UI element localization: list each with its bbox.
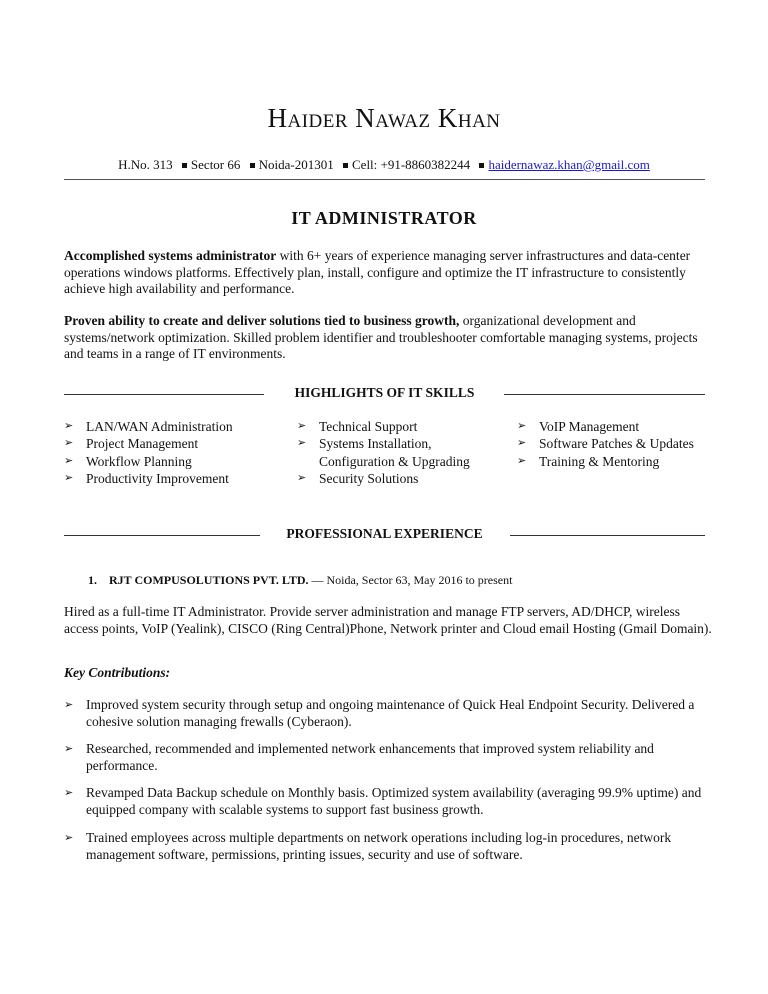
email-link[interactable]: haidernawaz.khan@gmail.com xyxy=(488,157,650,172)
skills-column-1 xyxy=(64,418,274,487)
skill-label: Technical Support xyxy=(319,419,418,434)
divider xyxy=(504,394,705,395)
skill-item xyxy=(517,453,717,470)
phone: Cell: +91-8860382244 xyxy=(352,157,471,172)
skill-item xyxy=(64,453,274,470)
address: H.No. 313 xyxy=(118,157,173,172)
skills-column-2 xyxy=(297,418,487,487)
contribution-text: Improved system security through setup and ongoing maintenance of Quick Heal Endpoint Security. Delivered a cohesive solution managing frewalls (Cyberaon). xyxy=(86,697,695,729)
summary-paragraph-1 xyxy=(64,248,714,298)
contribution-item xyxy=(64,830,714,863)
bullet-square-icon xyxy=(343,163,348,168)
arrow-bullet-icon: ➢ xyxy=(64,454,74,467)
job-title: IT ADMINISTRATOR xyxy=(291,208,477,228)
contribution-item xyxy=(64,697,714,730)
skill-item xyxy=(297,470,487,487)
skill-label: Security Solutions xyxy=(319,470,419,486)
bullet-square-icon xyxy=(479,163,484,168)
company-name: RJT COMPUSOLUTIONS PVT. LTD. xyxy=(109,573,309,587)
arrow-bullet-icon: ➢ xyxy=(64,743,74,755)
skill-item xyxy=(64,470,274,487)
arrow-bullet-icon: ➢ xyxy=(297,420,307,432)
job-entry-header xyxy=(88,573,512,588)
summary-2-text: organizational development and systems/network optimization. Skilled problem identifier and troubleshooter comfortable managing systems, projects and teams in a range of IT environments. xyxy=(64,313,698,361)
section-header-experience xyxy=(64,526,705,546)
skill-item xyxy=(517,418,717,435)
arrow-bullet-icon: ➢ xyxy=(517,437,527,450)
arrow-bullet-icon: ➢ xyxy=(64,437,74,450)
summary-1-text: with 6+ years of experience managing server infrastructures and data-center operations windows platforms. Effectively plan, install, configure and optimize the IT infrastructure to consistently achieve high availability and performance. xyxy=(64,248,691,296)
skill-item xyxy=(297,435,487,470)
contact-line xyxy=(0,157,768,173)
skill-item xyxy=(297,418,487,435)
contribution-item xyxy=(64,741,714,774)
arrow-bullet-icon: ➢ xyxy=(64,471,74,484)
skill-label: Productivity Improvement xyxy=(86,470,229,486)
contribution-text: Researched, recommended and implemented network enhancements that improved system reliability and performance. xyxy=(86,741,654,773)
arrow-bullet-icon: ➢ xyxy=(64,787,74,799)
job-number: 1. xyxy=(88,573,97,587)
skill-label: Systems Installation, Configuration & Upgrading xyxy=(319,436,470,469)
section-title: HIGHLIGHTS OF IT SKILLS xyxy=(294,385,475,400)
skill-label: VoIP Management xyxy=(539,419,640,434)
skill-label: Workflow Planning xyxy=(86,453,192,469)
bullet-square-icon xyxy=(250,163,255,168)
section-title: PROFESSIONAL EXPERIENCE xyxy=(286,526,483,541)
sector: Sector 66 xyxy=(190,157,241,172)
key-contributions-label: Key Contributions: xyxy=(64,665,171,680)
bullet-square-icon xyxy=(182,163,187,168)
contribution-item xyxy=(64,785,714,818)
divider xyxy=(510,535,705,536)
arrow-bullet-icon: ➢ xyxy=(64,832,74,844)
arrow-bullet-icon: ➢ xyxy=(297,471,307,484)
arrow-bullet-icon: ➢ xyxy=(517,420,527,432)
contribution-text: Trained employees across multiple departments on network operations including log-in procedures, network management software, permissions, printing issues, security and use of software. xyxy=(86,830,672,862)
summary-2-bold: Proven ability to create and deliver solutions tied to business growth, xyxy=(64,313,460,328)
candidate-name: Haider Nawaz Khan xyxy=(267,103,501,133)
job-details: — Noida, Sector 63, May 2016 to present xyxy=(308,573,513,587)
header-divider xyxy=(64,179,705,180)
arrow-bullet-icon: ➢ xyxy=(297,437,307,450)
skill-item xyxy=(64,435,274,452)
section-header-skills xyxy=(64,385,705,405)
skill-item xyxy=(517,435,717,452)
skill-label: LAN/WAN Administration xyxy=(86,419,233,434)
arrow-bullet-icon: ➢ xyxy=(517,454,527,467)
city: Noida-201301 xyxy=(258,157,334,172)
skill-label: Project Management xyxy=(86,436,199,452)
arrow-bullet-icon: ➢ xyxy=(64,699,74,711)
summary-1-bold: Accomplished systems administrator xyxy=(64,248,277,263)
job-description: Hired as a full-time IT Administrator. Provide server administration and manage FTP servers, AD/DHCP, wireless access points, VoIP (Yealink), CISCO (Ring Central)Phone, Network printer and Cloud email Hosting (Gmail Domain). xyxy=(64,604,712,636)
skill-label: Training & Mentoring xyxy=(539,453,660,469)
arrow-bullet-icon: ➢ xyxy=(64,420,74,432)
contribution-text: Revamped Data Backup schedule on Monthly basis. Optimized system availability (averaging 99.9% uptime) and equipped company with scalable systems to support fast business growth. xyxy=(86,785,702,817)
skill-item xyxy=(64,418,274,435)
skills-column-3 xyxy=(517,418,717,470)
summary-paragraph-2 xyxy=(64,313,714,363)
skill-label: Software Patches & Updates xyxy=(539,436,694,452)
